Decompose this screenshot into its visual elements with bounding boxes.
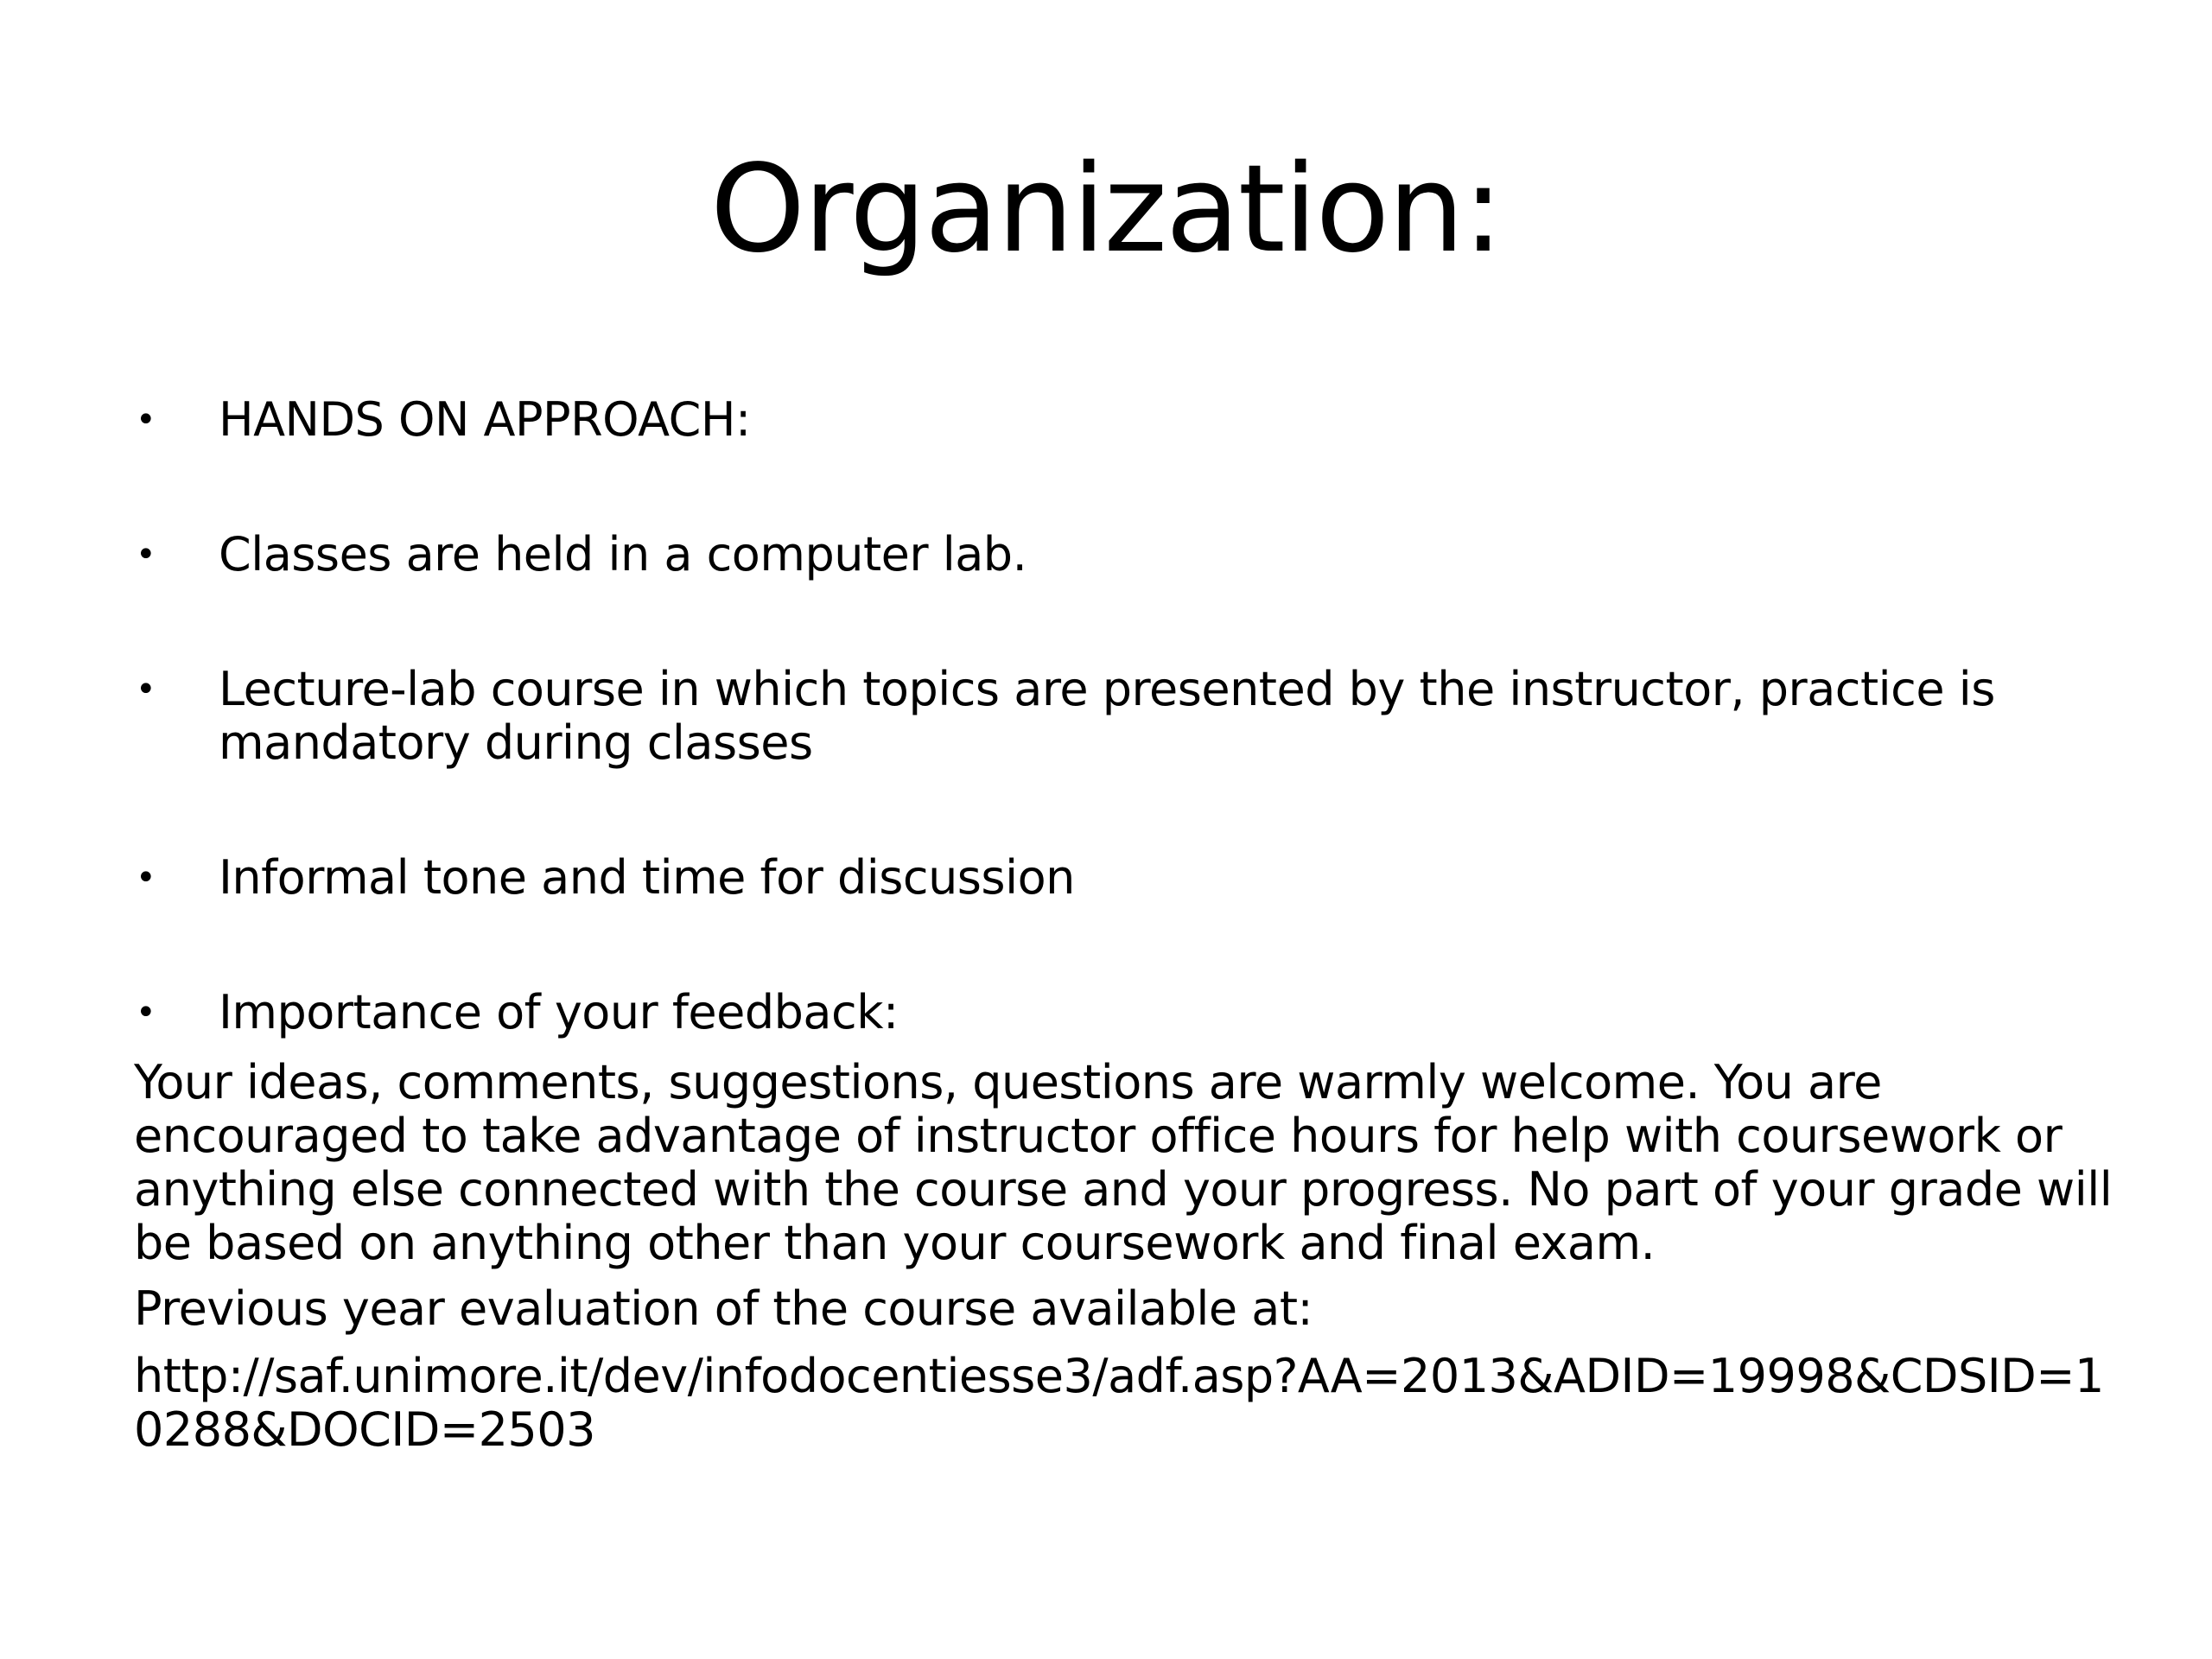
bullet-item bbox=[134, 986, 2121, 1039]
bullet-text: Classes are held in a computer lab. bbox=[219, 527, 1027, 582]
bullet-text: Lecture-lab course in which topics are presented by the instructor, practice is mandatory during classes bbox=[219, 662, 1995, 770]
bullet-item bbox=[134, 851, 2121, 905]
bullet-icon: • bbox=[136, 400, 156, 440]
bullet-icon: • bbox=[136, 993, 156, 1033]
bullet-text: Importance of your feedback: bbox=[219, 985, 899, 1039]
bullet-text: HANDS ON APPROACH: bbox=[219, 392, 751, 447]
bullet-text: Informal tone and time for discussion bbox=[219, 850, 1075, 905]
feedback-paragraph: Your ideas, comments, suggestions, questions are warmly welcome. You are encouraged to take advantage of instructor office hours for help with coursework or anything else connected with the course and your progress. No part of your grade will be based on anything other than your coursework and final exam. bbox=[134, 1055, 2113, 1270]
slide-title: Organization: bbox=[709, 139, 1503, 280]
evaluation-link[interactable]: http://saf.unimore.it/dev/infodocentiesse3/adf.asp?AA=2013&ADID=19998&CDSID=10288&DOCID=2503 bbox=[134, 1349, 2104, 1457]
bullet-item bbox=[134, 663, 2121, 770]
evaluation-label: Previous year evaluation of the course available at: bbox=[134, 1281, 1313, 1336]
bullet-icon: • bbox=[136, 535, 156, 575]
bullet-item bbox=[134, 528, 2121, 582]
bullet-icon: • bbox=[136, 670, 156, 709]
bullet-icon: • bbox=[136, 858, 156, 898]
bullet-item bbox=[134, 393, 2121, 447]
bullet-list bbox=[134, 393, 2121, 1048]
